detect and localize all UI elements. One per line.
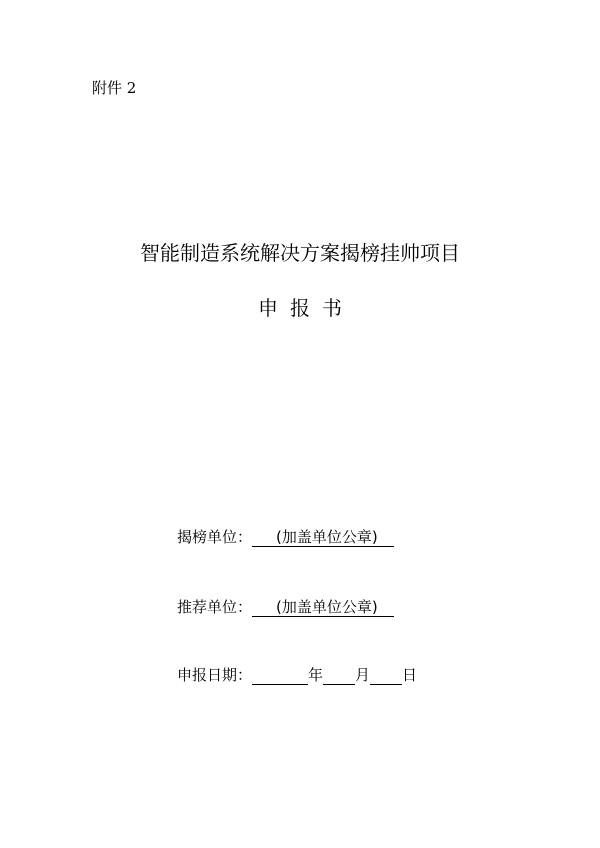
bidder-seal-value: (加盖单位公章) (252, 528, 394, 547)
recommender-seal-value: (加盖单位公章) (252, 598, 394, 617)
date-label: 申报日期： (177, 666, 253, 684)
document-title: 智能制造系统解决方案揭榜挂帅项目 (140, 241, 460, 265)
bidder-field (177, 527, 394, 547)
month-blank (323, 667, 355, 685)
month-unit: 月 (355, 666, 371, 684)
recommender-field (177, 597, 394, 617)
day-unit: 日 (402, 666, 418, 684)
year-blank (252, 667, 308, 685)
day-blank (370, 667, 402, 685)
recommender-label: 推荐单位： (177, 598, 253, 616)
document-subtitle: 申报书 (258, 296, 354, 320)
attachment-label: 附件 2 (92, 79, 137, 97)
date-field (177, 665, 417, 685)
bidder-label: 揭榜单位： (177, 528, 253, 546)
year-unit: 年 (308, 666, 324, 684)
